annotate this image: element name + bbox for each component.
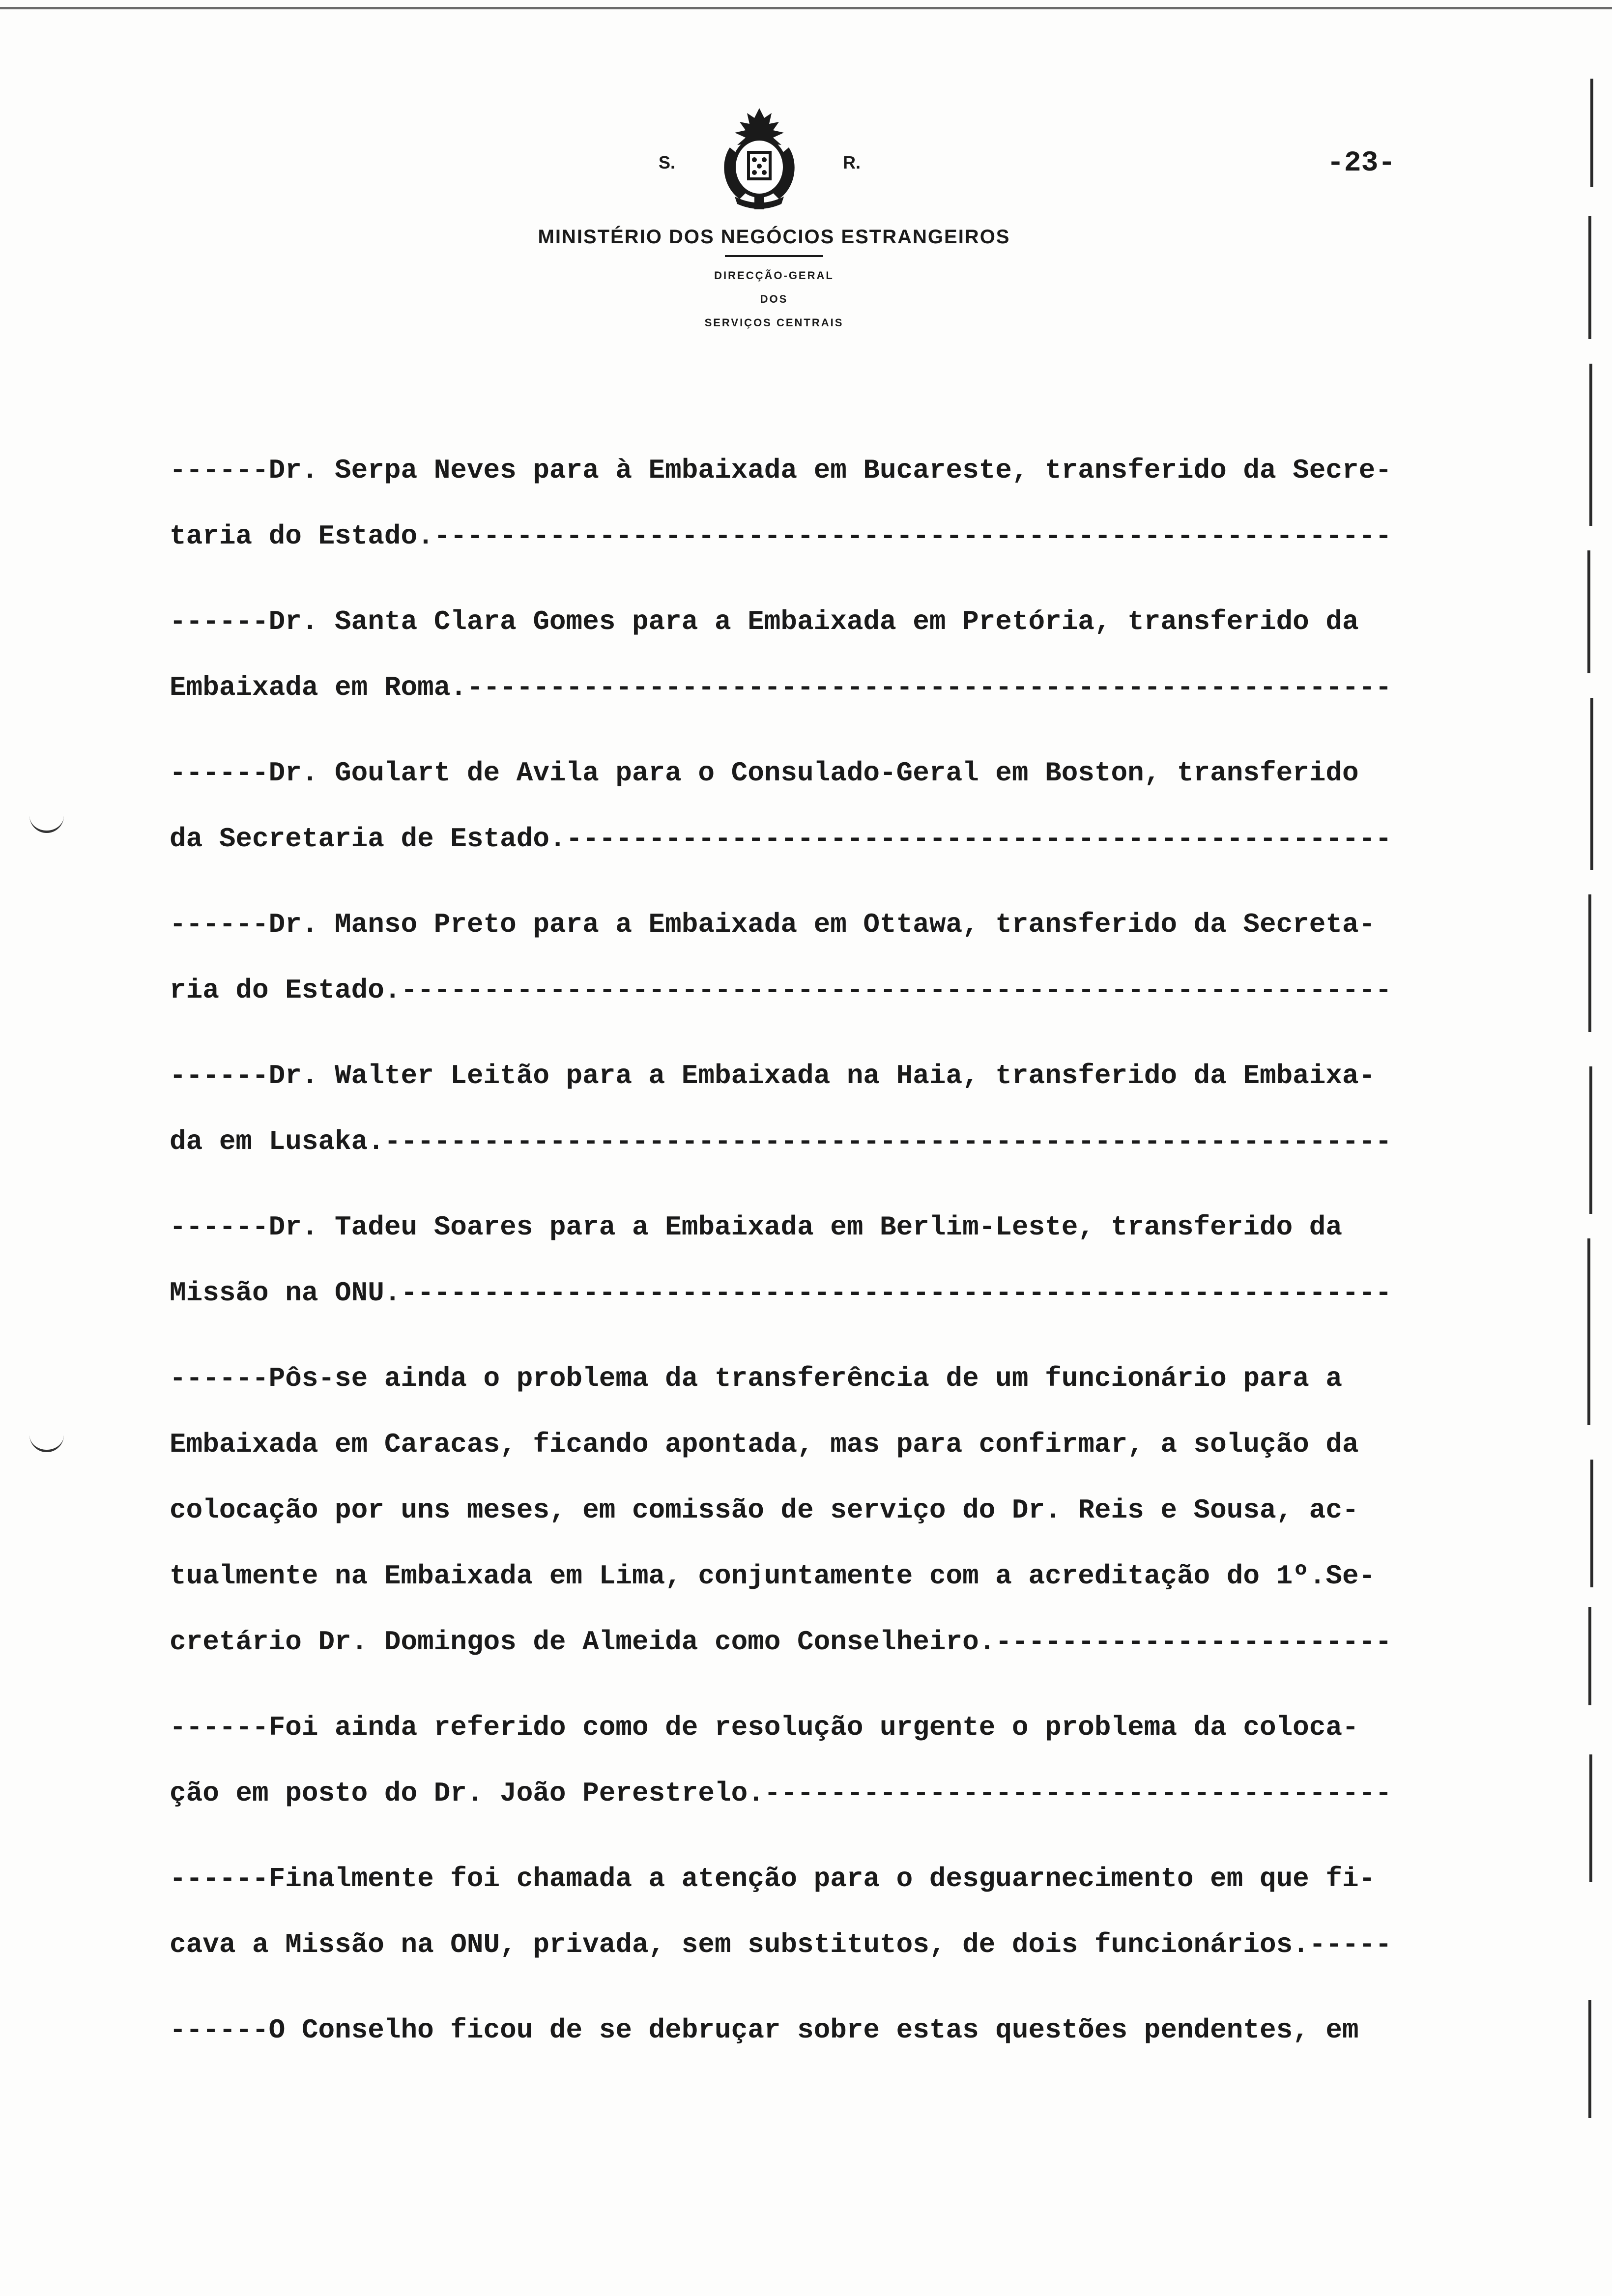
text-line: colocação por uns meses, em comissão de serviço do Dr. Reis e Sousa, ac-	[170, 1494, 1359, 1526]
text-line: ------Pôs-se ainda o problema da transferência de um funcionário para a	[170, 1363, 1342, 1394]
emblem-row	[442, 103, 1106, 216]
paragraph	[170, 589, 1497, 740]
paragraph	[170, 1346, 1497, 1694]
body-text	[170, 437, 1497, 2063]
ministry-rule	[725, 255, 823, 257]
text-line: ção em posto do Dr. João Perestrelo.--------------------------------------	[170, 1778, 1392, 1809]
emblem-right-letter: R.	[843, 152, 861, 172]
paragraph	[170, 1997, 1497, 2063]
paragraph-gap	[170, 720, 1497, 740]
top-rule	[0, 7, 1612, 9]
paragraph	[170, 1043, 1497, 1194]
text-line: Embaixada em Roma.--------------------------------------------------------	[170, 672, 1392, 703]
text-line: ria do Estado.------------------------------------------------------------	[170, 975, 1392, 1006]
text-line: da Secretaria de Estado.--------------------------------------------------	[170, 823, 1392, 855]
department-line-3: SERVIÇOS CENTRAIS	[704, 316, 844, 329]
text-line: Missão na ONU.------------------------------------------------------------	[170, 1277, 1392, 1309]
text-line: Embaixada em Caracas, ficando apontada, mas para confirmar, a solução da	[170, 1429, 1359, 1460]
text-line: ------Dr. Serpa Neves para à Embaixada em Bucareste, transferido da Secre-	[170, 455, 1392, 486]
letterhead	[442, 103, 1106, 335]
margin-mark	[29, 816, 64, 833]
text-line: tualmente na Embaixada em Lima, conjuntamente com a acreditação do 1º.Se-	[170, 1560, 1376, 1592]
page-number: -23-	[1327, 147, 1396, 179]
text-line: cava a Missão na ONU, privada, sem substitutos, de dois funcionários.-----	[170, 1929, 1392, 1960]
emblem-left-letter: S.	[659, 152, 676, 172]
text-line: ------O Conselho ficou de se debruçar sobre estas questões pendentes, em	[170, 2014, 1359, 2046]
scan-edge-marks	[1587, 59, 1602, 2246]
text-line: ------Dr. Walter Leitão para a Embaixada na Haia, transferido da Embaixa-	[170, 1060, 1376, 1091]
paragraph-gap	[170, 1326, 1497, 1346]
paragraph-gap	[170, 1023, 1497, 1043]
paragraph	[170, 891, 1497, 1043]
paragraph	[170, 1846, 1497, 1997]
text-line: ------Finalmente foi chamada a atenção para o desguarnecimento em que fi-	[170, 1863, 1376, 1894]
paragraph	[170, 437, 1497, 589]
paragraph-gap	[170, 1826, 1497, 1846]
department-line-1: DIRECÇÃO-GERAL	[714, 269, 834, 282]
paragraph-gap	[170, 1978, 1497, 1997]
paragraph-gap	[170, 569, 1497, 589]
paragraph-gap	[170, 872, 1497, 891]
text-line: ------Dr. Manso Preto para a Embaixada em Ottawa, transferido da Secreta-	[170, 909, 1376, 940]
ministry-name: MINISTÉRIO DOS NEGÓCIOS ESTRANGEIROS	[538, 226, 1010, 248]
paragraph	[170, 740, 1497, 891]
text-line: ------Dr. Tadeu Soares para a Embaixada em Berlim-Leste, transferido da	[170, 1211, 1342, 1243]
text-line: da em Lusaka.-------------------------------------------------------------	[170, 1126, 1392, 1157]
department-line-2: DOS	[760, 293, 788, 305]
text-line: taria do Estado.----------------------------------------------------------	[170, 520, 1392, 552]
coat-of-arms-icon	[700, 103, 818, 211]
text-line: cretário Dr. Domingos de Almeida como Conselheiro.------------------------	[170, 1626, 1392, 1658]
text-line: ------Dr. Goulart de Avila para o Consulado-Geral em Boston, transferido	[170, 757, 1359, 789]
margin-mark	[29, 1435, 64, 1452]
text-line: ------Foi ainda referido como de resolução urgente o problema da coloca-	[170, 1712, 1359, 1743]
paragraph-gap	[170, 1175, 1497, 1194]
paragraph-gap	[170, 1675, 1497, 1694]
paragraph	[170, 1694, 1497, 1846]
paragraph	[170, 1194, 1497, 1346]
text-line: ------Dr. Santa Clara Gomes para a Embaixada em Pretória, transferido da	[170, 606, 1359, 637]
